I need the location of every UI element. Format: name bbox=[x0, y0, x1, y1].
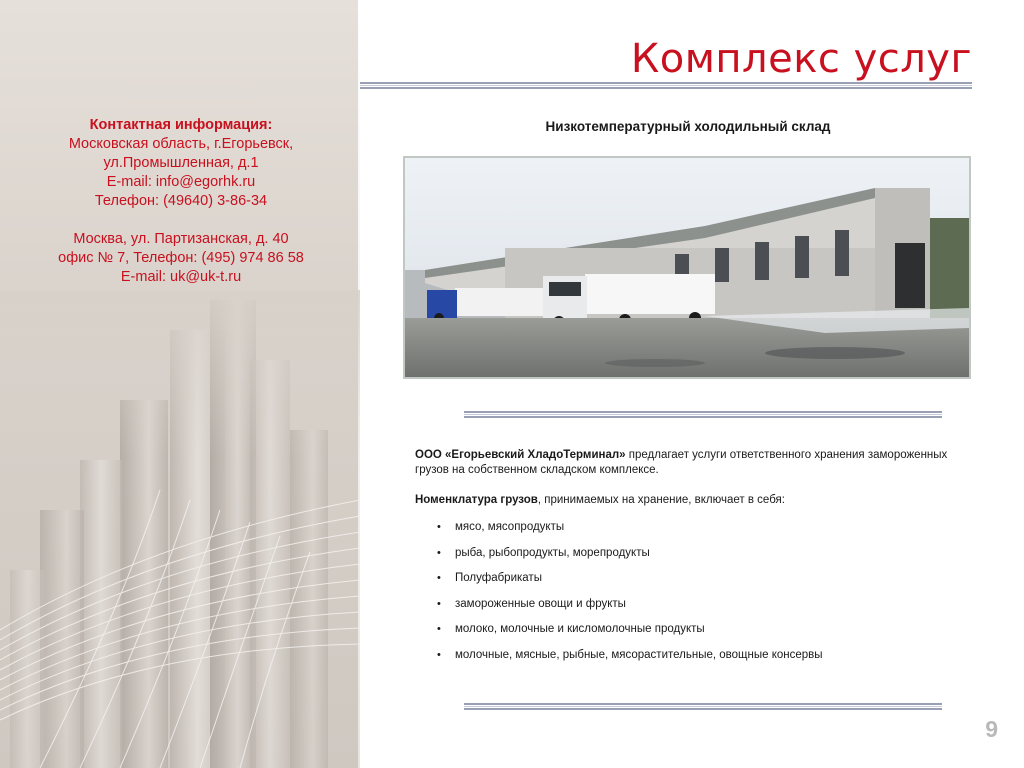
left-panel bbox=[0, 0, 360, 768]
intro-paragraph bbox=[415, 448, 955, 478]
company-name: ООО «Егорьевский ХладоТерминал» bbox=[415, 449, 626, 461]
nomenclature-text: , принимаемых на хранение, включает в себя: bbox=[537, 494, 785, 506]
list-item: • рыба, рыбопродукты, морепродукты bbox=[415, 546, 955, 561]
nomenclature-paragraph bbox=[415, 493, 955, 508]
list-item: • замороженные овощи и фрукты bbox=[415, 597, 955, 612]
goods-list bbox=[415, 520, 955, 663]
list-item: • молоко, молочные и кисломолочные продукты bbox=[415, 622, 955, 637]
moscow-address-line-1: Москва, ул. Партизанская, д. 40 bbox=[73, 231, 289, 247]
address-line-1: Московская область, г.Егорьевск, bbox=[68, 136, 294, 152]
list-item: • Полуфабрикаты bbox=[415, 571, 955, 586]
page-title: Комплекс услуг bbox=[630, 36, 972, 82]
contact-heading: Контактная информация: bbox=[89, 117, 273, 133]
list-item: • мясо, мясопродукты bbox=[415, 520, 955, 535]
service-description bbox=[415, 448, 955, 674]
section-rule-bottom bbox=[464, 703, 942, 710]
section-subtitle: Низкотемпературный холодильный склад bbox=[545, 119, 831, 134]
warehouse-photo bbox=[403, 156, 971, 379]
address-line-2: ул.Промышленная, д.1 bbox=[103, 155, 259, 171]
moscow-address-line-2: офис № 7, Телефон: (495) 974 86 58 bbox=[58, 250, 304, 266]
email-egorhk[interactable]: E-mail: info@egorhk.ru bbox=[106, 174, 256, 190]
section-rule-top bbox=[464, 411, 942, 418]
page-number: 9 bbox=[985, 716, 998, 742]
buildings-illustration bbox=[0, 290, 360, 768]
phone-egorievsk: Телефон: (49640) 3-86-34 bbox=[94, 193, 268, 209]
nomenclature-label: Номенклатура грузов bbox=[415, 494, 538, 506]
title-rule bbox=[360, 82, 972, 89]
intro-text: предлагает услуги ответственного хранения замороженных грузов на собственном складском комплексе. bbox=[415, 449, 948, 476]
contact-info bbox=[20, 116, 342, 287]
email-ukt[interactable]: E-mail: uk@uk-t.ru bbox=[120, 269, 242, 285]
list-item: • молочные, мясные, рыбные, мясорастительные, овощные консервы bbox=[415, 648, 955, 663]
